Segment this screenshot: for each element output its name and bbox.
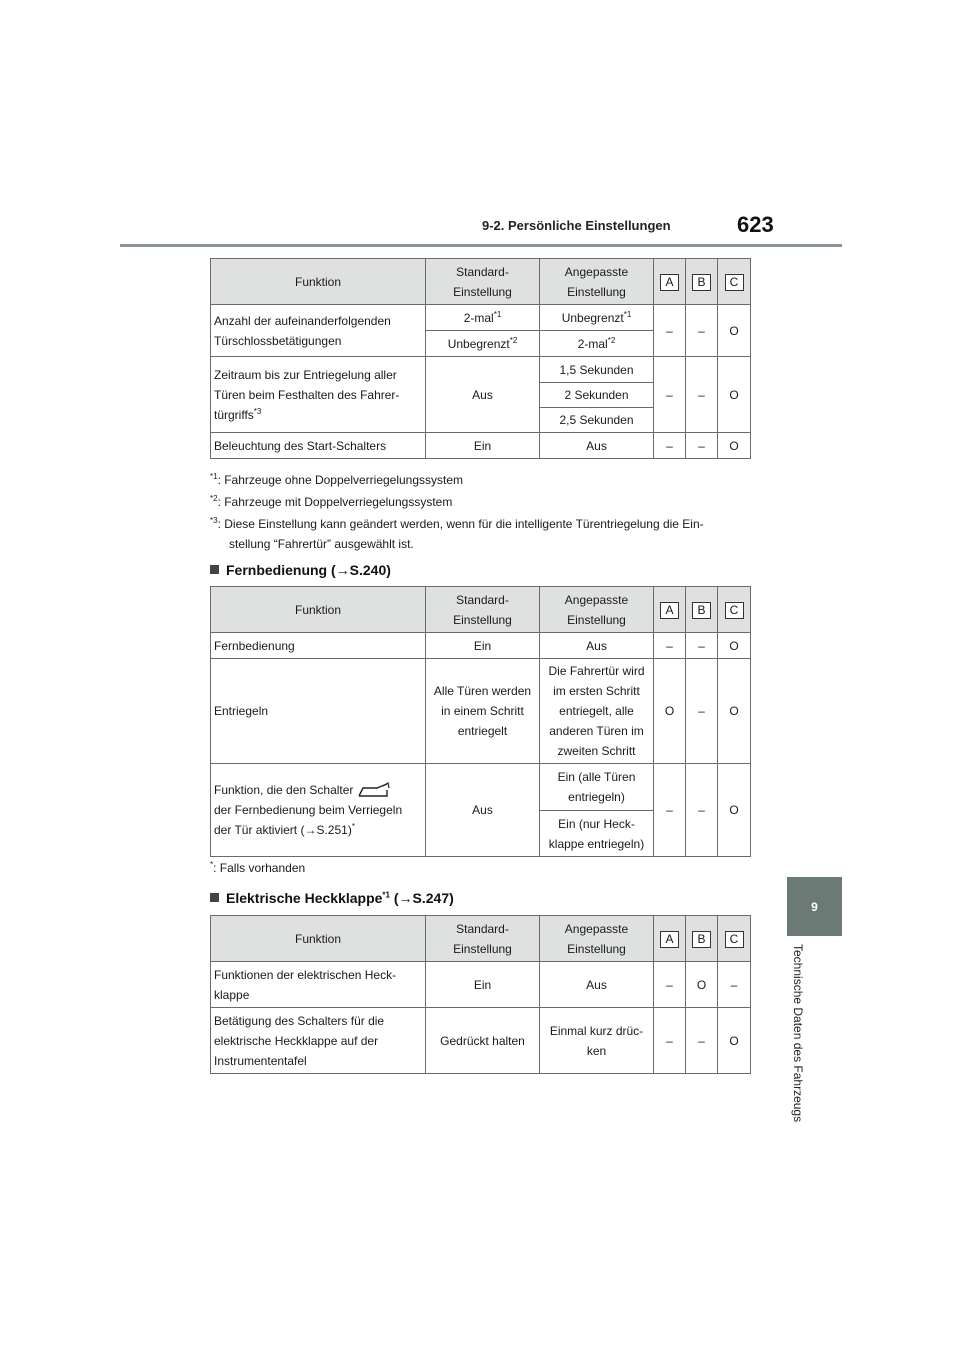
column-header-a (654, 259, 686, 305)
standard-cell: Alle Türen werden in einem Schritt entriegelt (426, 659, 540, 764)
standard-cell: Unbegrenzt$^{*2}$ (426, 331, 540, 357)
custom-cell: 2-mal$^{*2}$ (540, 331, 654, 357)
column-header-a (654, 587, 686, 633)
chapter-tab: 9 (787, 877, 842, 936)
bullet-square-icon (210, 565, 219, 574)
footnote: $^{*3}$: Diese Einstellung kann geändert werden, wenn für die intelligente Türentriegelung die Ein- stellung “Fahrertür” ausgewählt ist. (210, 516, 704, 551)
standard-cell: Ein (426, 962, 540, 1008)
function-cell: Fernbedienung (211, 633, 426, 659)
column-header-function: Funktion (211, 916, 426, 962)
column-b-label: B (692, 931, 711, 948)
table-row (211, 659, 751, 764)
function-cell: Funktionen der elektrischen Heck-klappe (211, 962, 426, 1008)
table-row (211, 962, 751, 1008)
standard-cell: 2-mal$^{*1}$ (426, 305, 540, 331)
column-header-function: Funktion (211, 259, 426, 305)
column-header-b (686, 587, 718, 633)
column-header-c (718, 916, 751, 962)
function-cell: Anzahl der aufeinanderfolgenden Türschlossbetätigungen (211, 305, 426, 357)
standard-cell: Aus (426, 357, 540, 433)
column-header-custom: Angepasste Einstellung (540, 587, 654, 633)
column-header-standard: Standard- Einstellung (426, 587, 540, 633)
chapter-label: Technische Daten des Fahrzeugs (791, 944, 805, 1123)
cell-a: – (654, 305, 686, 357)
table-row (211, 305, 751, 331)
section-heading-remote: Fernbedienung (→S.240) (210, 562, 391, 578)
cell-c: – (718, 962, 751, 1008)
table-row (211, 1008, 751, 1074)
tailgate-icon (357, 782, 391, 800)
settings-table-power-tailgate (210, 915, 751, 1074)
custom-cell: Aus (540, 633, 654, 659)
function-cell: Beleuchtung des Start-Schalters (211, 433, 426, 459)
cell-a: – (654, 764, 686, 857)
cell-c: O (718, 1008, 751, 1074)
custom-cell: Aus (540, 433, 654, 459)
footnote: $^{*1}$: Fahrzeuge ohne Doppelverriegelungssystem (210, 472, 464, 487)
column-a-label: A (660, 274, 679, 291)
standard-cell: Ein (426, 633, 540, 659)
function-cell: Funktion, die den Schalter der Fernbedienung beim Verriegeln der Tür aktiviert (→S.251)* (211, 764, 426, 857)
cell-c: O (718, 633, 751, 659)
footnote: *: Falls vorhanden (210, 860, 306, 875)
cell-a: O (654, 659, 686, 764)
custom-cell: 1,5 Sekunden (540, 357, 654, 383)
column-header-function: Funktion (211, 587, 426, 633)
header-divider (120, 244, 842, 247)
cell-c: O (718, 764, 751, 857)
cell-a: – (654, 1008, 686, 1074)
custom-cell: Die Fahrertür wird im ersten Schritt entriegelt, alle anderen Türen im zweiten Schritt (540, 659, 654, 764)
function-cell: Zeitraum bis zur Entriegelung aller Türen beim Festhalten des Fahrer-türgriffs$^{*3}$ (211, 357, 426, 433)
column-a-label: A (660, 602, 679, 619)
custom-cell: Unbegrenzt$^{*1}$ (540, 305, 654, 331)
table-row (211, 633, 751, 659)
settings-table-door-unlock (210, 258, 751, 459)
cell-a: – (654, 433, 686, 459)
cell-a: – (654, 962, 686, 1008)
footnote: $^{*2}$: Fahrzeuge mit Doppelverriegelungssystem (210, 494, 453, 509)
column-header-a (654, 916, 686, 962)
column-header-custom: Angepasste Einstellung (540, 259, 654, 305)
column-header-standard: Standard- Einstellung (426, 259, 540, 305)
column-c-label: C (725, 274, 744, 291)
column-header-c (718, 259, 751, 305)
cell-b: – (686, 659, 718, 764)
standard-cell: Gedrückt halten (426, 1008, 540, 1074)
table-row (211, 357, 751, 383)
custom-cell: Ein (alle Türen entriegeln) (540, 764, 654, 811)
table-row (211, 433, 751, 459)
column-b-label: B (692, 602, 711, 619)
standard-cell: Ein (426, 433, 540, 459)
function-cell: Entriegeln (211, 659, 426, 764)
cell-b: O (686, 962, 718, 1008)
table-header-row (211, 587, 751, 633)
column-a-label: A (660, 931, 679, 948)
custom-cell: 2 Sekunden (540, 383, 654, 408)
section-heading-power-tailgate: Elektrische Heckklappe$^{*1}$ (→S.247) (210, 890, 454, 906)
column-header-b (686, 259, 718, 305)
cell-b: – (686, 764, 718, 857)
column-header-b (686, 916, 718, 962)
cell-b: – (686, 433, 718, 459)
cell-c: O (718, 305, 751, 357)
custom-cell: 2,5 Sekunden (540, 408, 654, 433)
cell-a: – (654, 357, 686, 433)
standard-cell: Aus (426, 764, 540, 857)
section-title: 9-2. Persönliche Einstellungen (482, 218, 671, 233)
column-b-label: B (692, 274, 711, 291)
custom-cell: Aus (540, 962, 654, 1008)
table-header-row (211, 259, 751, 305)
cell-a: – (654, 633, 686, 659)
cell-b: – (686, 1008, 718, 1074)
cell-c: O (718, 357, 751, 433)
column-header-c (718, 587, 751, 633)
bullet-square-icon (210, 893, 219, 902)
function-cell: Betätigung des Schalters für die elektrische Heckklappe auf der Instrumententafel (211, 1008, 426, 1074)
cell-c: O (718, 659, 751, 764)
cell-b: – (686, 357, 718, 433)
cell-c: O (718, 433, 751, 459)
table-row (211, 764, 751, 811)
table-header-row (211, 916, 751, 962)
custom-cell: Ein (nur Heck-klappe entriegeln) (540, 811, 654, 857)
settings-table-remote (210, 586, 751, 857)
page-number: 623 (737, 212, 774, 237)
cell-b: – (686, 305, 718, 357)
custom-cell: Einmal kurz drüc-ken (540, 1008, 654, 1074)
column-c-label: C (725, 931, 744, 948)
column-header-standard: Standard- Einstellung (426, 916, 540, 962)
cell-b: – (686, 633, 718, 659)
column-c-label: C (725, 602, 744, 619)
column-header-custom: Angepasste Einstellung (540, 916, 654, 962)
